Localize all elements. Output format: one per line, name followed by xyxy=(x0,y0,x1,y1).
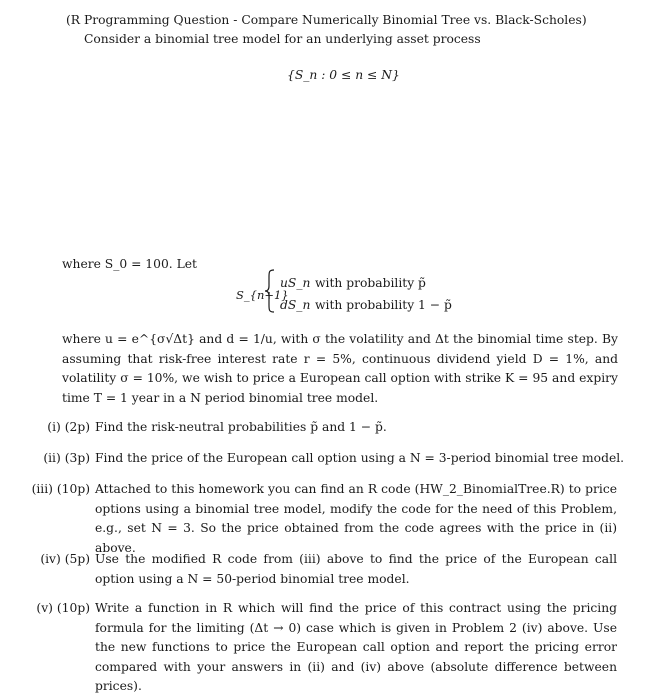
tree-down-term: dS_n xyxy=(280,298,311,312)
process-set-formula: {S_n : 0 ≤ n ≤ N} xyxy=(287,68,400,82)
question-label: (iv) (5p) xyxy=(40,552,90,566)
problem-intro: Consider a binomial tree model for an underlying asset process xyxy=(84,32,481,46)
parameters-paragraph: where u = e^{σ√Δt} and d = 1/u, with σ the volatility and Δt the binomial time step. By assuming that risk-free interest rate r = 5%, continuous dividend yield D = 1%, and volatility σ = 10%, we wish to price a European call option with strike K = 95 and expiry time T = 1 year in a N period binomial tree model. xyxy=(62,332,618,405)
tree-down-prob: with probability 1 − p̃ xyxy=(315,298,452,312)
tree-up-prob: with probability p̃ xyxy=(315,276,426,290)
question-text: Find the risk-neutral probabilities p̃ and 1 − p̃. xyxy=(95,420,387,434)
question-label: (iii) (10p) xyxy=(31,482,90,496)
question-text: Use the modified R code from (iii) above to find the price of the European call option using a N = 50-period binomial tree model. xyxy=(95,552,617,586)
question-text: Write a function in R which will find the price of this contract using the pricing formula for the limiting (Δt → 0) case which is given in Problem 2 (iv) above. Use the new functions to price the European call option and report the pricing error compared with your answers in (ii) and (iv) above (absolute difference between prices). xyxy=(95,601,617,693)
tree-up-term: uS_n xyxy=(280,276,311,290)
question-text: Attached to this homework you can find an R code (HW_2_BinomialTree.R) to price options using a binomial tree model, modify the code for the need of this Problem, e.g., set N = 3. So the price obtained from the code agrees with the price in (ii) above. xyxy=(95,482,617,555)
question-label: (ii) (3p) xyxy=(43,451,90,465)
initial-price-line: where S_0 = 100. Let xyxy=(62,257,197,271)
problem-title: (R Programming Question - Compare Numerically Binomial Tree vs. Black-Scholes) xyxy=(66,13,587,27)
tree-lhs: S_{n+1} xyxy=(236,288,289,302)
question-label: (i) (2p) xyxy=(47,420,90,434)
question-text: Find the price of the European call option using a N = 3-period binomial tree model. xyxy=(95,451,625,465)
left-brace xyxy=(264,269,276,313)
question-label: (v) (10p) xyxy=(36,601,90,615)
